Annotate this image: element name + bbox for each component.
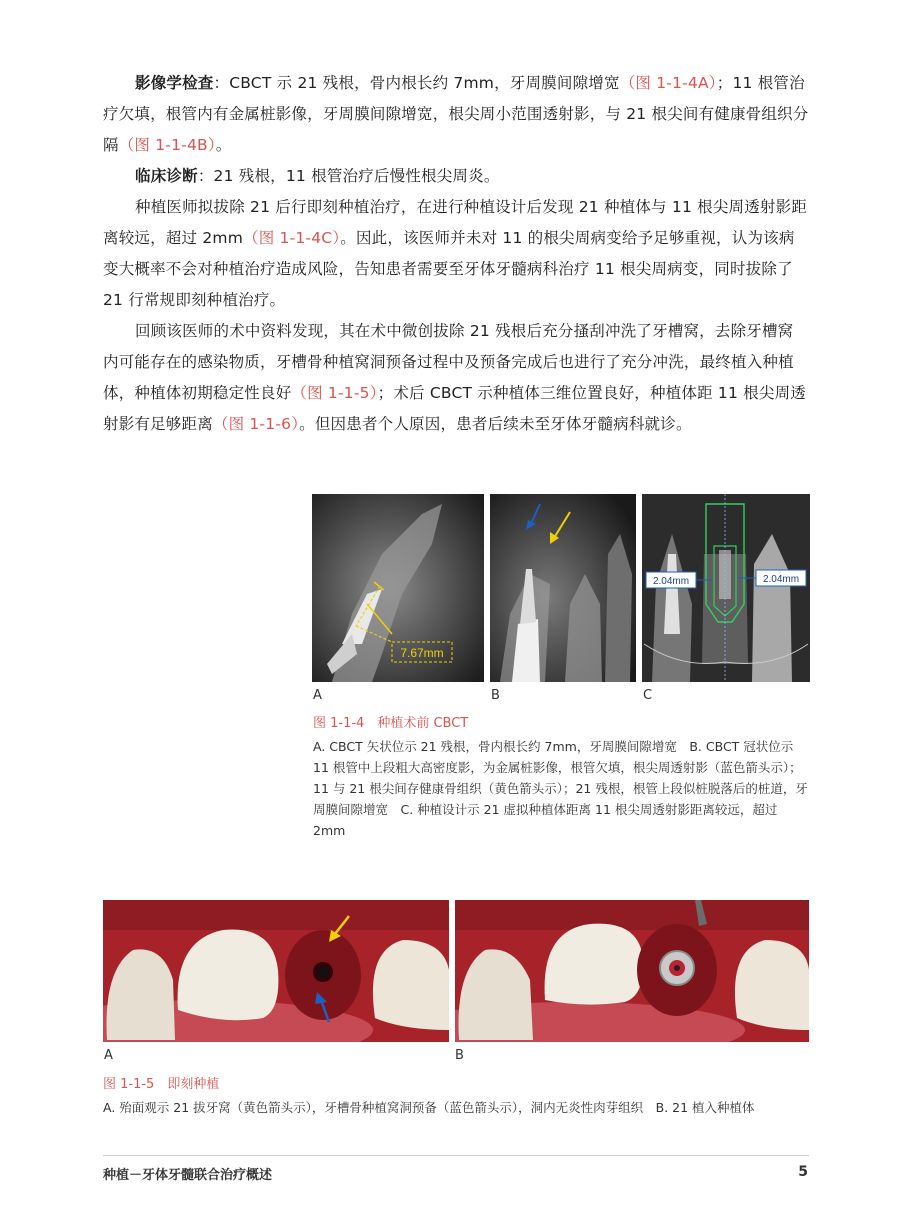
paragraph-imaging: [103, 68, 809, 161]
photo-panel-a: [103, 900, 449, 1042]
figure-caption: A. CBCT 矢状位示 21 残根，骨内根长约 7mm，牙周膜间隙增宽 B. CBCT 冠状位示 11 根管中上段粗大高密度影，为金属桩影像，根管欠填，根尖周透射影（蓝色箭头示）；11 与 21 根尖间存健康骨组织（黄色箭头示）；21 残根，根管上段似桩脱落后的桩道，牙周膜间隙增宽 C. 种植设计示 21 虚拟种植体距离 11 根尖周透射影距离较远，超过 2mm: [313, 739, 808, 838]
cbct-panel-a: [312, 494, 484, 682]
panel-label-a: A: [104, 1048, 113, 1063]
paragraph-text: ：21 残根，11 根管治疗后慢性根尖周炎。: [197, 167, 500, 185]
paragraph-review: [103, 316, 809, 440]
figure-title: 图 1-1-4 种植术前 CBCT: [313, 716, 469, 731]
measurement-label: 7.67mm: [400, 646, 444, 660]
paragraph-text: 。但因患者个人原因，患者后续未至牙体牙髓病科就诊。: [299, 415, 692, 433]
paragraph-text: ：CBCT 示 21 残根，骨内根长约 7mm，牙周膜间隙增宽: [213, 74, 620, 92]
page-number: 5: [798, 1164, 808, 1180]
panel-label-c: C: [643, 688, 653, 703]
distance-label-right: 2.04mm: [762, 574, 800, 585]
paragraph-diagnosis: [103, 161, 809, 192]
paragraph-text: ；术后 CBCT 示种植体三维位置良好，种植体距 11 根尖周透射影有足够距离: [103, 384, 806, 433]
running-footer: 种植－牙体牙髓联合治疗概述: [103, 1168, 273, 1183]
panel-label-b: B: [491, 688, 500, 703]
figure-reference-link[interactable]: （图 1-1-6）: [212, 415, 300, 433]
paragraph-text: 。: [215, 136, 232, 154]
figure-reference-link[interactable]: （图 1-1-4B）: [118, 136, 216, 154]
figure-reference-link[interactable]: （图 1-1-4A）: [619, 74, 717, 92]
cbct-panel-b: [490, 494, 636, 682]
paragraph-text: 。因此，该医师并未对 11 的根尖周病变给予足够重视，认为该病变大概率不会对种植治疗造成风险，告知患者需要至牙体牙髓病科治疗 11 根尖周病变，同时拔除了 21 行常规即刻种植治疗。: [103, 229, 795, 309]
paragraph-text: ；11 根管治疗欠填，根管内有金属桩影像，牙周膜间隙增宽，根尖周小范围透射影，与 21 根尖间有健康骨组织分隔: [103, 74, 809, 154]
paragraph-heading: 临床诊断: [135, 167, 198, 185]
paragraph-text: 回顾该医师的术中资料发现，其在术中微创拔除 21 残根后充分搔刮冲洗了牙槽窝，去除牙槽窝内可能存在的感染物质，牙槽骨种植窝洞预备过程中及预备完成后也进行了充分冲洗，最终植入种植体，种植体初期稳定性良好: [103, 322, 794, 402]
panel-label-a: A: [313, 688, 322, 703]
panel-label-b: B: [455, 1048, 464, 1063]
photo-panel-b: [455, 900, 809, 1042]
footer-divider: [103, 1155, 809, 1156]
figure-title: 图 1-1-5 即刻种植: [103, 1077, 220, 1092]
paragraph-heading: 影像学检查: [135, 74, 214, 92]
figure-reference-link[interactable]: （图 1-1-4C）: [243, 229, 341, 247]
figure-caption: A. 殆面观示 21 拔牙窝（黄色箭头示），牙槽骨种植窝洞预备（蓝色箭头示），洞内无炎性肉芽组织 B. 21 植入种植体: [103, 1100, 755, 1115]
paragraph-text: 种植医师拟拔除 21 后行即刻种植治疗，在进行种植设计后发现 21 种植体与 11 根尖周透射影距离较远，超过 2mm: [103, 198, 808, 247]
paragraph-plan: [103, 192, 809, 316]
distance-label-left: 2.04mm: [652, 576, 690, 587]
figure-reference-link[interactable]: （图 1-1-5）: [291, 384, 378, 402]
cbct-panel-c: [642, 494, 810, 682]
